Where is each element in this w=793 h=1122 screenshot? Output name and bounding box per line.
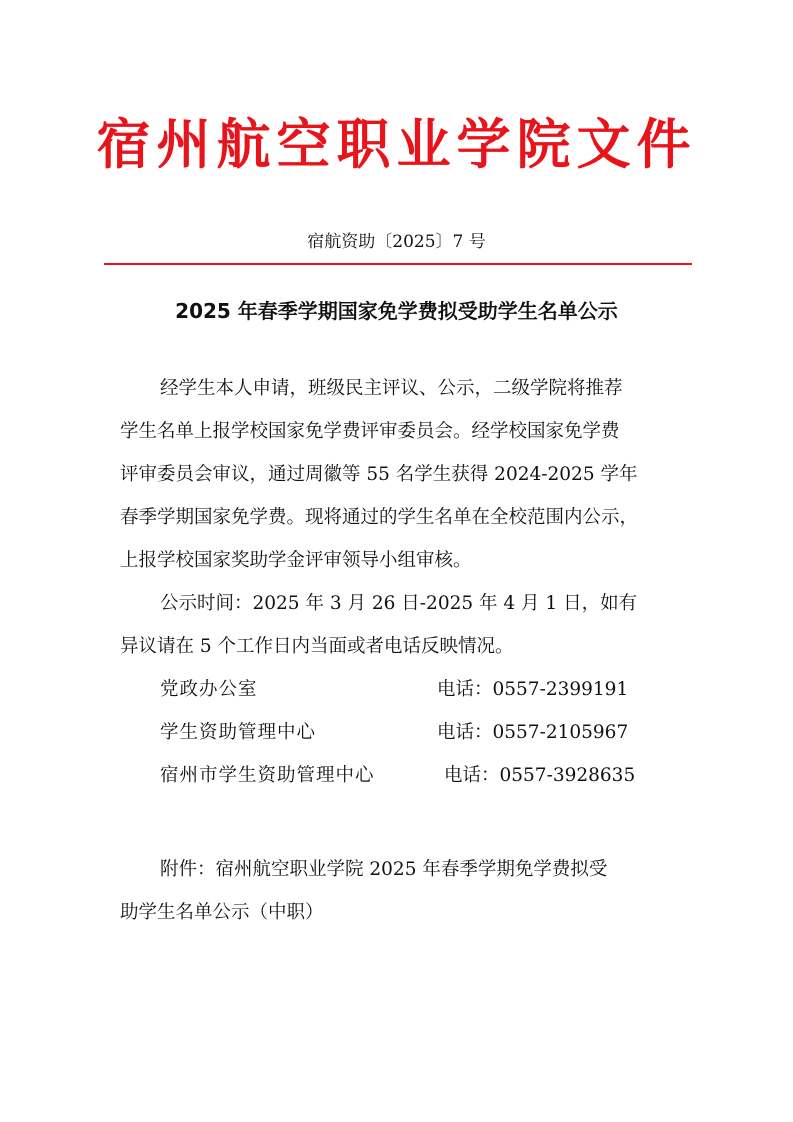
- paragraph-line: 上报学校国家奖助学金评审领导小组审核。: [120, 550, 472, 571]
- paragraph-line: 公示时间：2025 年 3 月 26 日-2025 年 4 月 1 日，如有: [160, 593, 638, 614]
- attachment-line: 附件：宿州航空职业学院 2025 年春季学期免学费拟受: [160, 859, 608, 880]
- paragraph-line: 异议请在 5 个工作日内当面或者电话反映情况。: [120, 636, 514, 657]
- contact-office-phone: 电话：0557-3928635: [444, 765, 636, 786]
- contact-office-name: 宿州市学生资助管理中心: [160, 765, 375, 786]
- paragraph-line: 评审委员会审议，通过周徽等 55 名学生获得 2024-2025 学年: [120, 464, 638, 485]
- document-number: 宿航资助〔2025〕7 号: [307, 232, 486, 252]
- contact-office-name: 党政办公室: [160, 679, 258, 700]
- contact-office-name: 学生资助管理中心: [160, 722, 317, 743]
- issuer-title: 宿州航空职业学院文件: [96, 113, 697, 176]
- contact-office-phone: 电话：0557-2105967: [437, 722, 629, 743]
- attachment-line: 助学生名单公示（中职）: [120, 902, 324, 923]
- contact-office-phone: 电话：0557-2399191: [437, 679, 629, 700]
- paragraph-line: 学生名单上报学校国家免学费评审委员会。经学校国家免学费: [120, 421, 620, 442]
- red-divider: [104, 263, 692, 265]
- paragraph-line: 春季学期国家免学费。现将通过的学生名单在全校范围内公示，: [120, 507, 639, 528]
- notice-title: 2025 年春季学期国家免学费拟受助学生名单公示: [175, 299, 618, 323]
- paragraph-line: 经学生本人申请，班级民主评议、公示，二级学院将推荐: [160, 378, 623, 399]
